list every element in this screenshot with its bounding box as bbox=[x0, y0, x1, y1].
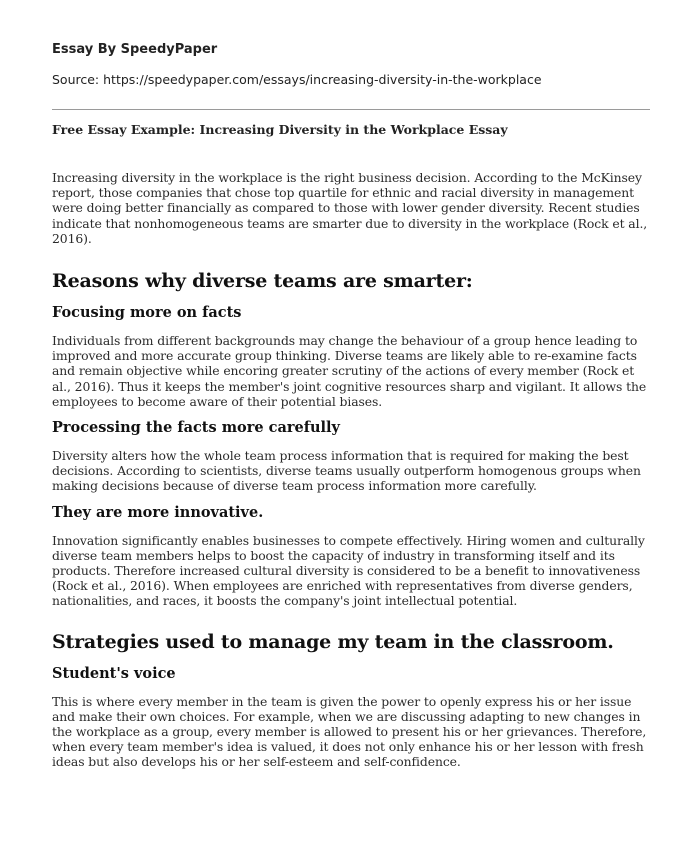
essay-body bbox=[52, 170, 652, 780]
intro-paragraph: Increasing diversity in the workplace is the right business decision. According to the McKinsey report, those companies that chose top quartile for ethnic and racial diversity in management were doing better financially as compared to those with lower gender diversity. Recent studies indicate that nonhomogeneous teams are smarter due to diversity in the workplace (Rock et al., 2016). bbox=[52, 170, 648, 246]
essay-title: Free Essay Example: Increasing Diversity in the Workplace Essay bbox=[52, 122, 508, 137]
subsection-heading-facts: Focusing more on facts bbox=[52, 304, 242, 322]
document-source-url: Source: https://speedypaper.com/essays/increasing-diversity-in-the-workplace bbox=[52, 72, 542, 87]
subsection-paragraph-innovative: Innovation significantly enables businesses to compete effectively. Hiring women and culturally diverse team members helps to boost the capacity of industry in transforming itself and its products. Therefore increased cultural diversity is considered to be a benefit to innovativeness (Rock et al., 2016). When employees are enriched with representatives from diverse genders, nationalities, and races, it boosts the company's joint intellectual potential. bbox=[52, 532, 645, 609]
subsection-paragraph-student-voice: This is where every member in the team is given the power to openly express his or her issue and make their own choices. For example, when we are discussing adapting to new changes in the workplace as a group, every member is allowed to present his or her grievances. Therefore, when every team member's idea is valued, it does not only enhance his or her lesson with fresh ideas but also develops his or her self-esteem and self-confidence. bbox=[52, 693, 647, 770]
section-heading-strategies: Strategies used to manage my team in the classroom. bbox=[52, 630, 614, 653]
section-heading-reasons: Reasons why diverse teams are smarter: bbox=[52, 270, 473, 293]
document-header-title: Essay By SpeedyPaper bbox=[52, 42, 218, 57]
subsection-heading-innovative: They are more innovative. bbox=[52, 503, 264, 521]
subsection-heading-processing: Processing the facts more carefully bbox=[52, 419, 340, 437]
subsection-paragraph-processing: Diversity alters how the whole team process information that is required for making the best decisions. According to scientists, diverse teams usually outperform homogenous groups when making decisions because of diverse team process information more carefully. bbox=[52, 448, 641, 494]
subsection-heading-student-voice: Student's voice bbox=[52, 664, 176, 682]
header-divider bbox=[52, 109, 650, 110]
subsection-paragraph-facts: Individuals from different backgrounds may change the behaviour of a group hence leading to improved and more accurate group thinking. Diverse teams are likely able to re-examine facts and remain objective while encoring greater scrutiny of the actions of every member (Rock et al., 2016). Thus it keeps the member's joint cognitive resources sharp and vigilant. It allows the employees to become aware of their potential biases. bbox=[52, 333, 647, 409]
